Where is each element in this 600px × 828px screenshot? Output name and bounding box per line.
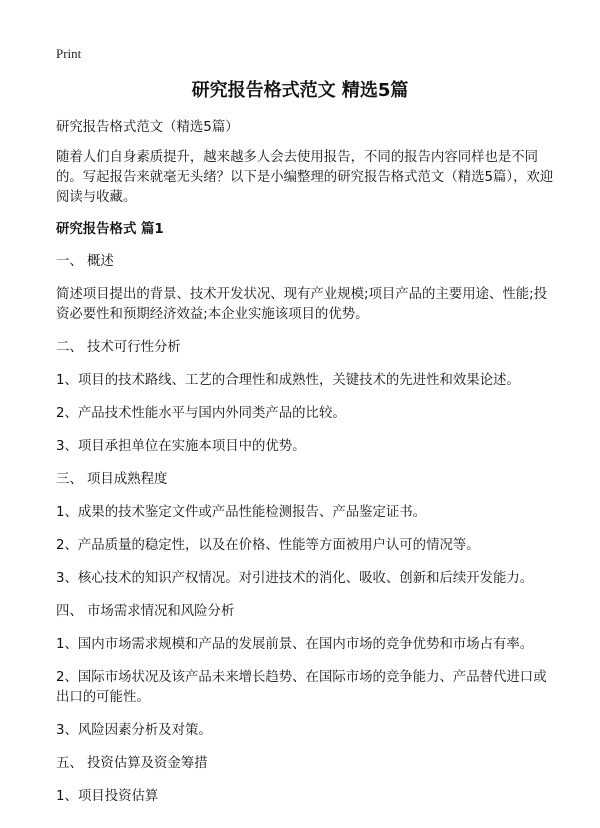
paragraph: 2、产品质量的稳定性，以及在价格、性能等方面被用户认可的情况等。: [56, 538, 480, 553]
paragraph: 四、 市场需求情况和风险分析: [56, 604, 235, 619]
paragraph: 1、项目的技术路线、工艺的合理性和成熟性，关键技术的先进性和效果论述。: [56, 373, 520, 388]
paragraph: 2、国际市场状况及该产品未来增长趋势、在国际市场的竞争能力、产品替代进口或出口的可能性。: [56, 670, 547, 705]
paragraph: 3、风险因素分析及对策。: [56, 723, 212, 738]
document-subtitle: 研究报告格式范文（精选5篇）: [56, 120, 239, 135]
paragraph: 三、 项目成熟程度: [56, 472, 168, 487]
paragraph: 3、项目承担单位在实施本项目中的优势。: [56, 439, 306, 454]
paragraph: 五、 投资估算及资金筹措: [56, 756, 208, 771]
paragraph: 1、国内市场需求规模和产品的发展前景、在国内市场的竞争优势和市场占有率。: [56, 637, 534, 652]
paragraph: 一、 概述: [56, 254, 114, 269]
document-title: 研究报告格式范文 精选5篇: [191, 80, 409, 101]
paragraph: 二、 技术可行性分析: [56, 340, 181, 355]
print-link[interactable]: Print: [56, 46, 82, 61]
intro-paragraph: 随着人们自身素质提升，越来越多人会去使用报告，不同的报告内容同样也是不同的。写起报告来就毫无头绪？以下是小编整理的研究报告格式范文（精选5篇），欢迎阅读与收藏。: [56, 150, 554, 205]
paragraph: 2、产品技术性能水平与国内外同类产品的比较。: [56, 406, 346, 421]
paragraph: 简述项目提出的背景、技术开发状况、现有产业规模;项目产品的主要用途、性能;投资必要性和预期经济效益;本企业实施该项目的优势。: [56, 287, 548, 322]
paragraph: 1、成果的技术鉴定文件或产品性能检测报告、产品鉴定证书。: [56, 505, 427, 520]
document-body: [56, 118, 556, 820]
paragraph: 1、项目投资估算: [56, 789, 159, 804]
section-heading: 研究报告格式 篇1: [56, 222, 164, 237]
paragraph: 3、核心技术的知识产权情况。对引进技术的消化、吸收、创新和后续开发能力。: [56, 571, 534, 586]
